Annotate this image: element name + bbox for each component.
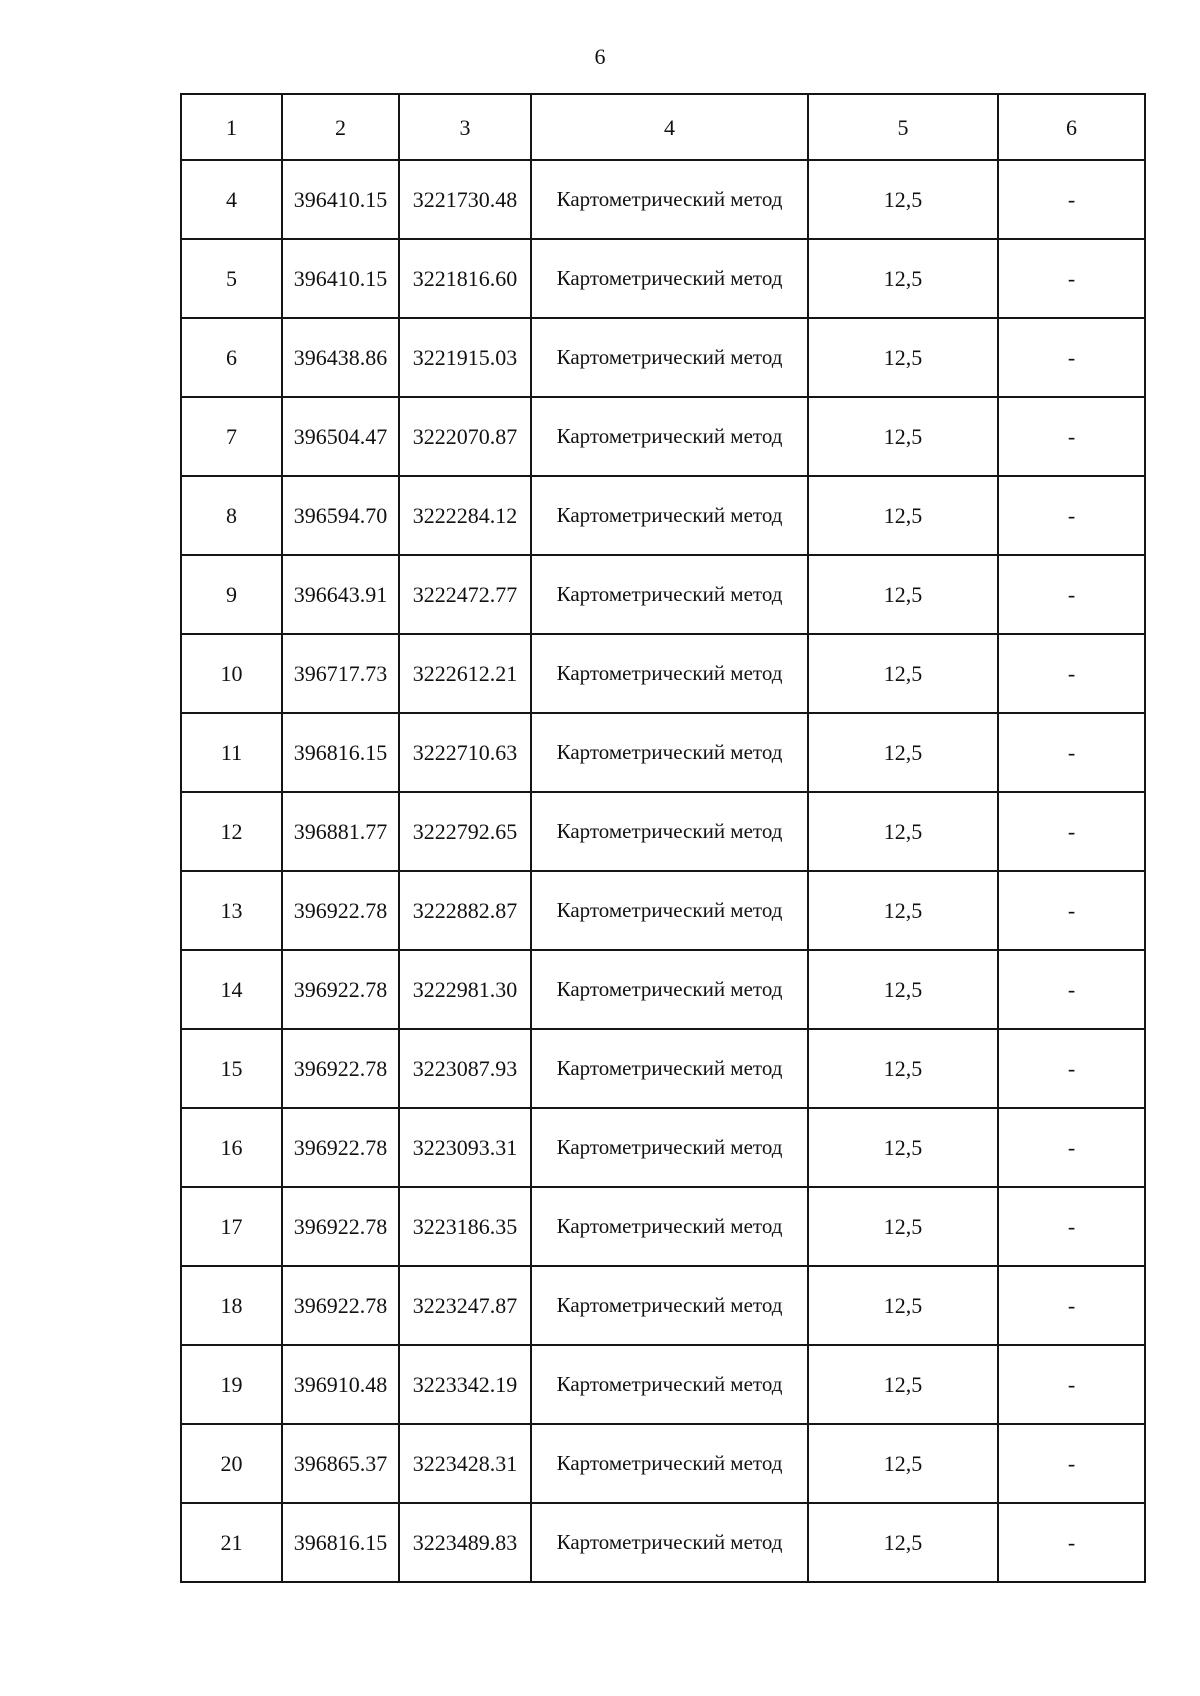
point-number-cell: 12 xyxy=(181,792,282,871)
point-number-cell: 7 xyxy=(181,397,282,476)
table-row xyxy=(181,1424,1145,1503)
x-coordinate-cell: 396504.47 xyxy=(282,397,399,476)
column-header: 3 xyxy=(399,94,531,160)
method-cell: Картометрический метод xyxy=(531,1108,808,1187)
x-coordinate-cell: 396410.15 xyxy=(282,160,399,239)
column-header: 2 xyxy=(282,94,399,160)
y-coordinate-cell: 3223186.35 xyxy=(399,1187,531,1266)
x-coordinate-cell: 396922.78 xyxy=(282,950,399,1029)
y-coordinate-cell: 3223489.83 xyxy=(399,1503,531,1582)
note-cell: - xyxy=(998,1108,1145,1187)
table-row xyxy=(181,1029,1145,1108)
y-coordinate-cell: 3221915.03 xyxy=(399,318,531,397)
point-number-cell: 13 xyxy=(181,871,282,950)
x-coordinate-cell: 396922.78 xyxy=(282,1108,399,1187)
method-cell: Картометрический метод xyxy=(531,950,808,1029)
table-row xyxy=(181,1187,1145,1266)
table-row xyxy=(181,950,1145,1029)
note-cell: - xyxy=(998,318,1145,397)
y-coordinate-cell: 3222070.87 xyxy=(399,397,531,476)
x-coordinate-cell: 396922.78 xyxy=(282,1029,399,1108)
note-cell: - xyxy=(998,1503,1145,1582)
point-number-cell: 6 xyxy=(181,318,282,397)
accuracy-cell: 12,5 xyxy=(808,555,998,634)
accuracy-cell: 12,5 xyxy=(808,1266,998,1345)
table-row xyxy=(181,476,1145,555)
note-cell: - xyxy=(998,1187,1145,1266)
x-coordinate-cell: 396438.86 xyxy=(282,318,399,397)
table-row xyxy=(181,1108,1145,1187)
point-number-cell: 19 xyxy=(181,1345,282,1424)
table-body xyxy=(181,160,1145,1582)
accuracy-cell: 12,5 xyxy=(808,1345,998,1424)
x-coordinate-cell: 396910.48 xyxy=(282,1345,399,1424)
note-cell: - xyxy=(998,871,1145,950)
table-row xyxy=(181,1266,1145,1345)
point-number-cell: 21 xyxy=(181,1503,282,1582)
header-row xyxy=(181,94,1145,160)
x-coordinate-cell: 396865.37 xyxy=(282,1424,399,1503)
table-row xyxy=(181,871,1145,950)
coordinates-table xyxy=(180,93,1146,1583)
y-coordinate-cell: 3223093.31 xyxy=(399,1108,531,1187)
note-cell: - xyxy=(998,792,1145,871)
note-cell: - xyxy=(998,634,1145,713)
x-coordinate-cell: 396816.15 xyxy=(282,713,399,792)
table-row xyxy=(181,397,1145,476)
table-row xyxy=(181,792,1145,871)
method-cell: Картометрический метод xyxy=(531,397,808,476)
y-coordinate-cell: 3222710.63 xyxy=(399,713,531,792)
note-cell: - xyxy=(998,1345,1145,1424)
note-cell: - xyxy=(998,476,1145,555)
method-cell: Картометрический метод xyxy=(531,1266,808,1345)
accuracy-cell: 12,5 xyxy=(808,1424,998,1503)
y-coordinate-cell: 3222472.77 xyxy=(399,555,531,634)
accuracy-cell: 12,5 xyxy=(808,634,998,713)
method-cell: Картометрический метод xyxy=(531,555,808,634)
point-number-cell: 17 xyxy=(181,1187,282,1266)
page-number: 6 xyxy=(594,44,606,69)
method-cell: Картометрический метод xyxy=(531,1029,808,1108)
point-number-cell: 16 xyxy=(181,1108,282,1187)
table-row xyxy=(181,318,1145,397)
point-number-cell: 8 xyxy=(181,476,282,555)
point-number-cell: 4 xyxy=(181,160,282,239)
accuracy-cell: 12,5 xyxy=(808,239,998,318)
column-header: 5 xyxy=(808,94,998,160)
accuracy-cell: 12,5 xyxy=(808,318,998,397)
point-number-cell: 20 xyxy=(181,1424,282,1503)
method-cell: Картометрический метод xyxy=(531,713,808,792)
y-coordinate-cell: 3222284.12 xyxy=(399,476,531,555)
note-cell: - xyxy=(998,1266,1145,1345)
method-cell: Картометрический метод xyxy=(531,1503,808,1582)
x-coordinate-cell: 396922.78 xyxy=(282,1266,399,1345)
method-cell: Картометрический метод xyxy=(531,1424,808,1503)
method-cell: Картометрический метод xyxy=(531,1187,808,1266)
x-coordinate-cell: 396881.77 xyxy=(282,792,399,871)
y-coordinate-cell: 3223342.19 xyxy=(399,1345,531,1424)
method-cell: Картометрический метод xyxy=(531,792,808,871)
method-cell: Картометрический метод xyxy=(531,160,808,239)
point-number-cell: 9 xyxy=(181,555,282,634)
point-number-cell: 5 xyxy=(181,239,282,318)
x-coordinate-cell: 396922.78 xyxy=(282,1187,399,1266)
table-row xyxy=(181,1345,1145,1424)
point-number-cell: 14 xyxy=(181,950,282,1029)
accuracy-cell: 12,5 xyxy=(808,476,998,555)
accuracy-cell: 12,5 xyxy=(808,1503,998,1582)
y-coordinate-cell: 3223428.31 xyxy=(399,1424,531,1503)
y-coordinate-cell: 3223087.93 xyxy=(399,1029,531,1108)
accuracy-cell: 12,5 xyxy=(808,713,998,792)
note-cell: - xyxy=(998,950,1145,1029)
note-cell: - xyxy=(998,1029,1145,1108)
x-coordinate-cell: 396410.15 xyxy=(282,239,399,318)
table-row xyxy=(181,634,1145,713)
x-coordinate-cell: 396816.15 xyxy=(282,1503,399,1582)
note-cell: - xyxy=(998,713,1145,792)
y-coordinate-cell: 3223247.87 xyxy=(399,1266,531,1345)
method-cell: Картометрический метод xyxy=(531,476,808,555)
method-cell: Картометрический метод xyxy=(531,1345,808,1424)
column-header: 4 xyxy=(531,94,808,160)
accuracy-cell: 12,5 xyxy=(808,950,998,1029)
point-number-cell: 18 xyxy=(181,1266,282,1345)
accuracy-cell: 12,5 xyxy=(808,1108,998,1187)
accuracy-cell: 12,5 xyxy=(808,1029,998,1108)
table-row xyxy=(181,239,1145,318)
x-coordinate-cell: 396922.78 xyxy=(282,871,399,950)
table-row xyxy=(181,160,1145,239)
accuracy-cell: 12,5 xyxy=(808,397,998,476)
table-header xyxy=(181,94,1145,160)
table-row xyxy=(181,555,1145,634)
method-cell: Картометрический метод xyxy=(531,239,808,318)
accuracy-cell: 12,5 xyxy=(808,792,998,871)
point-number-cell: 15 xyxy=(181,1029,282,1108)
accuracy-cell: 12,5 xyxy=(808,160,998,239)
y-coordinate-cell: 3221816.60 xyxy=(399,239,531,318)
point-number-cell: 11 xyxy=(181,713,282,792)
method-cell: Картометрический метод xyxy=(531,318,808,397)
x-coordinate-cell: 396594.70 xyxy=(282,476,399,555)
point-number-cell: 10 xyxy=(181,634,282,713)
accuracy-cell: 12,5 xyxy=(808,1187,998,1266)
y-coordinate-cell: 3222882.87 xyxy=(399,871,531,950)
note-cell: - xyxy=(998,239,1145,318)
method-cell: Картометрический метод xyxy=(531,871,808,950)
y-coordinate-cell: 3222981.30 xyxy=(399,950,531,1029)
x-coordinate-cell: 396643.91 xyxy=(282,555,399,634)
x-coordinate-cell: 396717.73 xyxy=(282,634,399,713)
accuracy-cell: 12,5 xyxy=(808,871,998,950)
column-header: 1 xyxy=(181,94,282,160)
note-cell: - xyxy=(998,1424,1145,1503)
y-coordinate-cell: 3221730.48 xyxy=(399,160,531,239)
table-row xyxy=(181,713,1145,792)
note-cell: - xyxy=(998,160,1145,239)
note-cell: - xyxy=(998,555,1145,634)
table-row xyxy=(181,1503,1145,1582)
note-cell: - xyxy=(998,397,1145,476)
method-cell: Картометрический метод xyxy=(531,634,808,713)
column-header: 6 xyxy=(998,94,1145,160)
y-coordinate-cell: 3222792.65 xyxy=(399,792,531,871)
y-coordinate-cell: 3222612.21 xyxy=(399,634,531,713)
